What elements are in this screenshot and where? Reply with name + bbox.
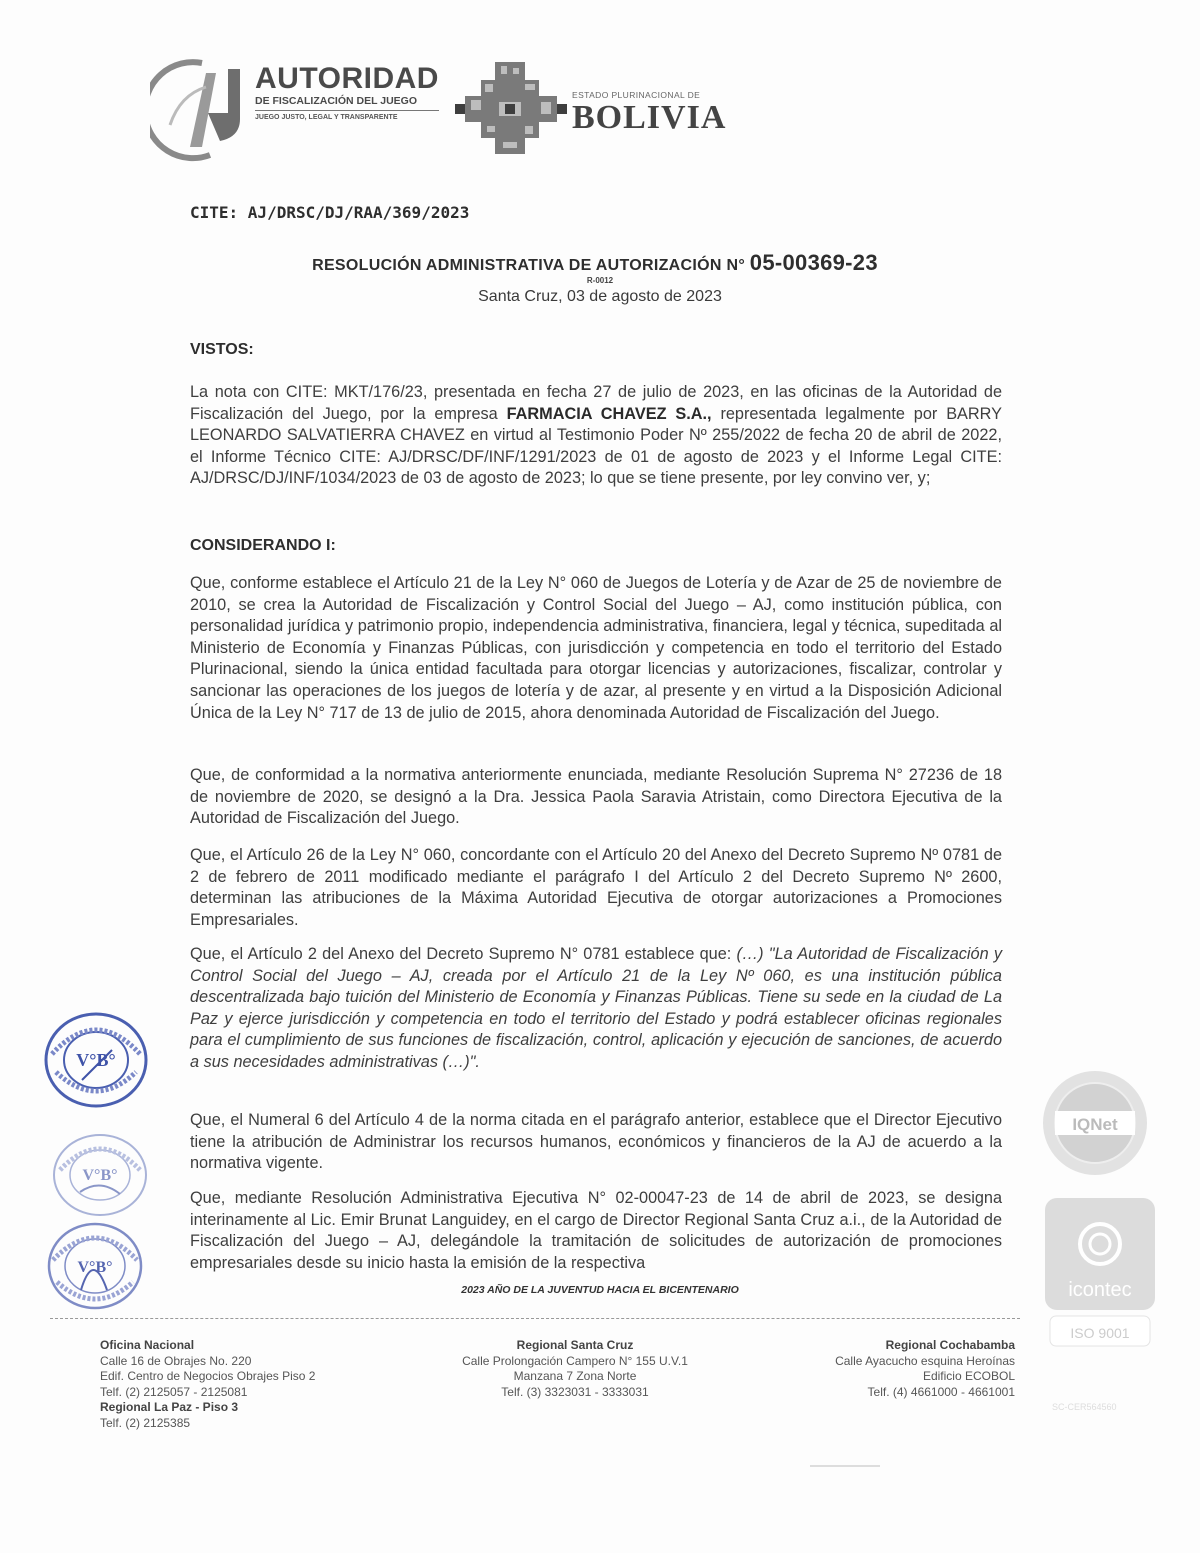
stamp-3-text: V°B°: [77, 1259, 113, 1276]
considerando-paragraph-1: Que, conforme establece el Artículo 21 de la Ley N° 060 de Juegos de Lotería y de Azar de 25 de noviembre de 2010, se crea la Autoridad de Fiscalización y Control Social del Juego – AJ, como institución pública, con personalidad jurídica y patrimonio propio, independencia administrativa, financiera, legal y técnica, supeditada al Ministerio de Economía y Finanzas Públicas, con jurisdicción y competencia en todo el territorio del Estado Plurinacional, siendo la única entidad facultada para otorgar licencias y autorizaciones, fiscalizar, controlar y sancionar las operaciones de los juegos de lotería y de azar, al presente y en virtud a la Disposición Adicional Única de la Ley N° 717 de 13 de julio de 2015, ahora denominada Autoridad de Fiscalización del Juego.: [190, 574, 1002, 722]
bolivia-chakana-icon: [455, 58, 567, 158]
cite-reference: CITE: AJ/DRSC/DJ/RAA/369/2023: [190, 203, 470, 222]
vistos-text-2: representada legalmente por BARRY LEONARDO SALVATIERRA CHAVEZ en virtud al Testimonio Poder Nº 255/2022 de fecha 20 de abril de 2022, el Informe Técnico CITE: AJ/DRSC/DF/INF/1291/2023 de 01 de agosto de 2023 y el Informe Legal CITE: AJ/DRSC/DJ/INF/1034/2023 de 03 de agosto de 2023; lo que se tiene presente, por ley convino ver, y;: [190, 404, 1002, 488]
lapaz-title: Regional La Paz - Piso 3: [100, 1400, 239, 1415]
resolution-header: [0, 250, 1200, 306]
footer-santa-cruz: [420, 1338, 730, 1400]
santa-cruz-line-2: Manzana 7 Zona Norte: [513, 1369, 637, 1384]
vistos-heading: VISTOS:: [190, 341, 254, 358]
cochabamba-title: Regional Cochabamba: [885, 1338, 1015, 1352]
footer-cochabamba: [780, 1338, 1015, 1400]
iqnet-badge: [1040, 1068, 1150, 1178]
review-stamp-2: [50, 1130, 150, 1220]
considerando-heading: CONSIDERANDO I:: [190, 537, 336, 554]
review-stamp-3: [45, 1220, 145, 1312]
scan-artifact: [810, 1465, 880, 1467]
national-line-3: Telf. (2) 2125057 - 2125081: [100, 1384, 248, 1399]
review-stamp-1: [42, 1010, 150, 1110]
resolution-number: 05-00369-23: [749, 250, 878, 275]
aj-logo-title: AUTORIDAD: [255, 62, 439, 95]
bolivia-logo-title: BOLIVIA: [572, 99, 727, 136]
stamp-2-text: V°B°: [82, 1167, 118, 1184]
cochabamba-line-3: Telf. (4) 4661000 - 4661001: [867, 1384, 1015, 1399]
national-line-1: Calle 16 de Obrajes No. 220: [100, 1353, 252, 1368]
bolivia-logo: [455, 58, 735, 158]
aj-emblem-icon: [150, 55, 260, 165]
considerando-paragraph-4: [190, 944, 1002, 1074]
national-title: Oficina Nacional: [100, 1338, 195, 1352]
national-line-2: Edif. Centro de Negocios Obrajes Piso 2: [100, 1369, 316, 1384]
santa-cruz-title: Regional Santa Cruz: [516, 1338, 634, 1352]
iso-text: ISO 9001: [1070, 1325, 1130, 1341]
vistos-paragraph: [190, 382, 1002, 490]
considerando-paragraph-6: Que, mediante Resolución Administrativa Ejecutiva N° 02-00047-23 de 14 de abril de 2023, se designa interinamente al Lic. Emir Brunat Languidey, en el cargo de Director Regional Santa Cruz a.i., de la Autoridad de Fiscalización del Juego – AJ, delegándole la tramitación de solicitudes de autorización de promociones empresariales desde su inicio hasta la emisión de la respectiva: [190, 1189, 1002, 1272]
aj-logo: [150, 55, 439, 165]
bolivia-logo-small: ESTADO PLURINACIONAL DE: [572, 90, 701, 100]
icontec-badge: [1045, 1198, 1155, 1348]
aj-logo-tagline: JUEGO JUSTO, LEGAL Y TRANSPARENTE: [255, 110, 439, 125]
stamp-1-text: V°B°: [76, 1050, 116, 1070]
considerando-paragraph-2: Que, de conformidad a la normativa anteriormente enunciada, mediante Resolución Suprema N° 27236 de 18 de noviembre de 2020, se designó a la Dra. Jessica Paola Saravia Atristain, como Directora Ejecutiva de la Autoridad de Fiscalización del Juego.: [190, 766, 1002, 828]
national-line-4: Telf. (2) 2125385: [100, 1415, 191, 1430]
santa-cruz-line-1: Calle Prolongación Campero N° 155 U.V.1: [462, 1353, 688, 1368]
place-date: Santa Cruz, 03 de agosto de 2023: [478, 288, 722, 305]
paragraph-4-quote: (…) "La Autoridad de Fiscalización y Control Social del Juego – AJ, creada por el Artículo 21 de la Ley Nº 060, es una institución pública descentralizada bajo tuición del Ministerio de Economía y Finanzas Públicas. Tiene su sede en la ciudad de La Paz y ejerce jurisdicción y competencia en todo el territorio del Estado y podrá establecer oficinas regionales para el cumplimiento de sus funciones de fiscalización, control, aplicación y ejecución de sanciones, de acuerdo a sus necesidades administrativas (…)".: [190, 945, 1002, 1071]
considerando-paragraph-5: Que, el Numeral 6 del Artículo 4 de la norma citada en el parágrafo anterior, establece que el Director Ejecutivo tiene la atribución de Administrar los recursos humanos, económicos y financieros de la AJ de acuerdo a la normativa vigente.: [190, 1111, 1002, 1173]
year-motto: 2023 AÑO DE LA JUVENTUD HACIA EL BICENTENARIO: [461, 1284, 739, 1296]
form-code: R-0012: [586, 276, 614, 285]
paragraph-4-intro: Que, el Artículo 2 del Anexo del Decreto Supremo N° 0781 establece que:: [190, 945, 737, 963]
icontec-text: icontec: [1068, 1279, 1132, 1301]
santa-cruz-line-3: Telf. (3) 3323031 - 3333031: [501, 1384, 649, 1399]
footer-divider: [50, 1318, 1020, 1319]
iqnet-text: IQNet: [1072, 1115, 1118, 1134]
cochabamba-line-2: Edificio ECOBOL: [922, 1369, 1015, 1384]
footer-national-office: [100, 1338, 315, 1432]
considerando-paragraph-3: Que, el Artículo 26 de la Ley N° 060, concordante con el Artículo 20 del Anexo del Decreto Supremo Nº 0781 de 2 de febrero de 2011 modificado mediante el parágrafo I del Artículo 2 del Decreto Supremo Nº 2600, determinan las atribuciones de la Máxima Autoridad Ejecutiva de otorgar autorizaciones a Promociones Empresariales.: [190, 846, 1002, 929]
vistos-text-1: La nota con CITE: MKT/176/23, presentada en fecha 27 de julio de 2023, en las oficinas de la Autoridad de Fiscalización del Juego, por la empresa: [190, 383, 1002, 423]
company-name: FARMACIA CHAVEZ S.A.,: [506, 404, 712, 423]
cochabamba-line-1: Calle Ayacucho esquina Heroínas: [835, 1353, 1015, 1368]
aj-logo-subtitle: DE FISCALIZACIÓN DEL JUEGO: [255, 95, 417, 107]
cert-code: SC-CER564560: [1052, 1402, 1117, 1412]
resolution-label: RESOLUCIÓN ADMINISTRATIVA DE AUTORIZACIÓN N°: [312, 257, 746, 274]
